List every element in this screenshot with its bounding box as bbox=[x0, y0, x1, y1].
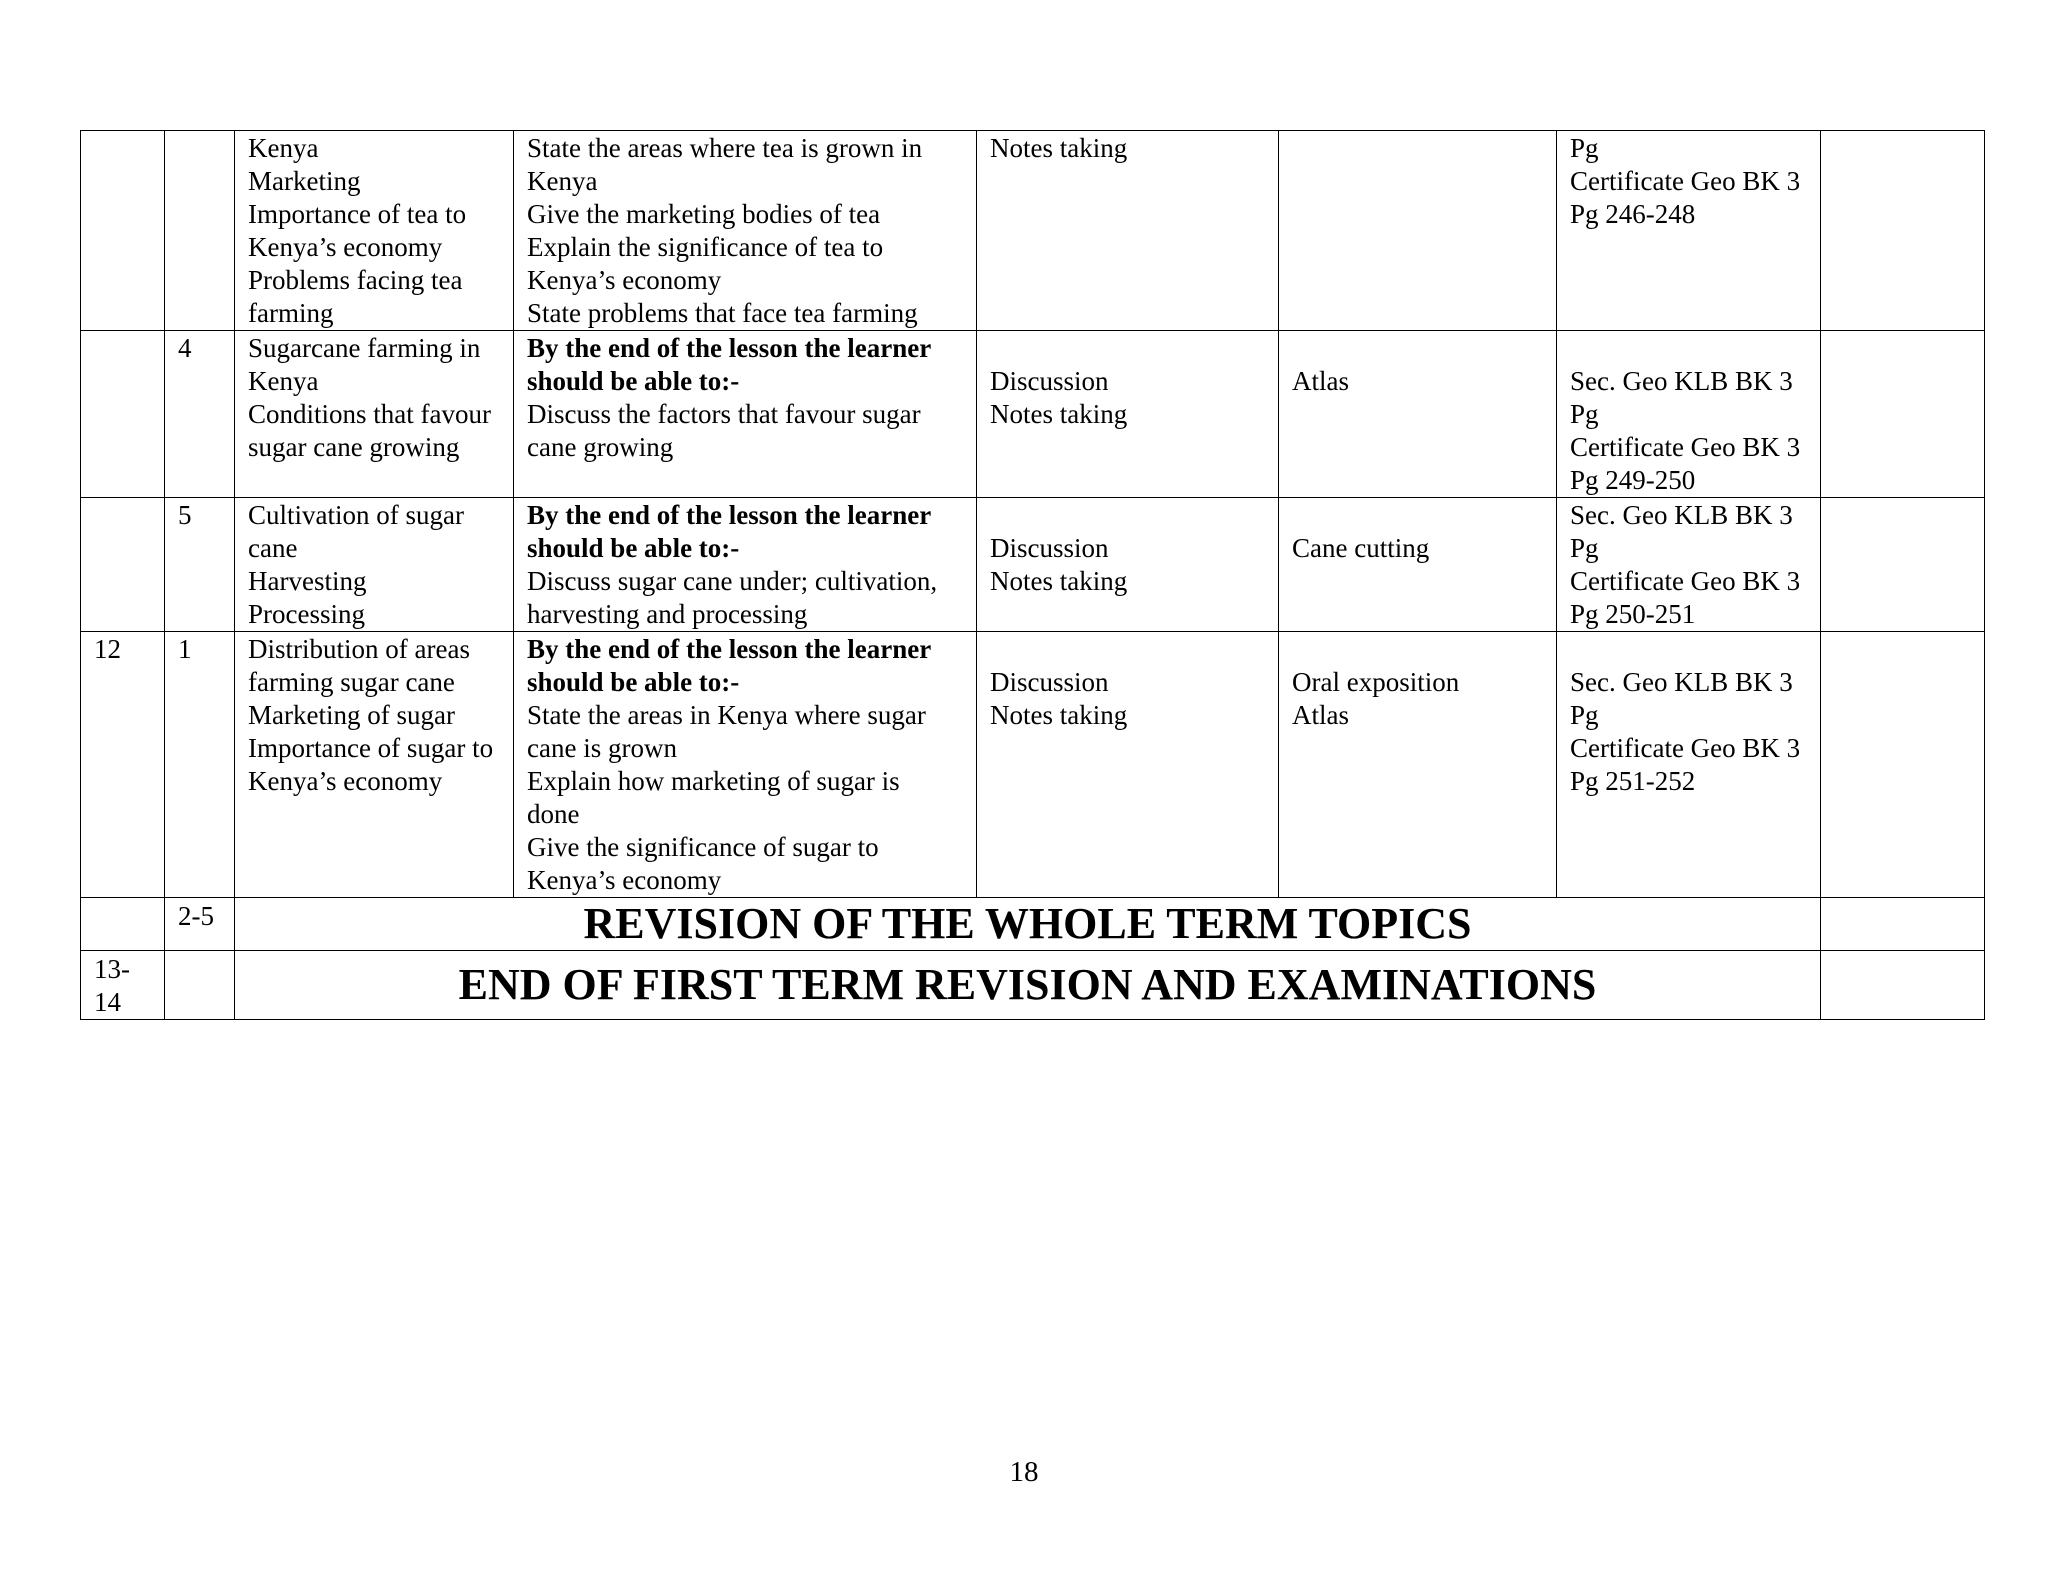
objectives-cell-line: Give the marketing bodies of tea bbox=[527, 199, 881, 229]
topic-cell-line: Sugarcane farming in bbox=[248, 333, 481, 363]
lesson-cell bbox=[165, 951, 235, 1020]
page-number: 18 bbox=[1009, 1456, 1039, 1488]
objectives-cell bbox=[514, 632, 977, 898]
resources-cell-line: Oral exposition bbox=[1292, 667, 1460, 697]
objectives-cell-line: harvesting and processing bbox=[527, 599, 808, 629]
topic-cell-line: Harvesting bbox=[248, 566, 367, 596]
references-cell bbox=[1557, 498, 1821, 632]
objectives-cell-line: Kenya’s economy bbox=[527, 865, 722, 895]
activities-cell bbox=[977, 498, 1279, 632]
resources-cell-line bbox=[1292, 499, 1543, 532]
objectives-cell-line: State the areas where tea is grown in bbox=[527, 133, 923, 163]
references-cell-line bbox=[1570, 332, 1807, 365]
banner-row bbox=[81, 898, 1985, 951]
references-cell-line: Certificate Geo BK 3 bbox=[1570, 166, 1801, 196]
topic-cell-line: Importance of sugar to bbox=[248, 733, 494, 763]
resources-cell-line bbox=[1292, 332, 1543, 365]
banner-heading: END OF FIRST TERM REVISION AND EXAMINATIONS bbox=[235, 951, 1821, 1020]
table-row bbox=[81, 331, 1985, 498]
week-cell: 12 bbox=[81, 632, 165, 898]
week-cell: 13-14 bbox=[81, 951, 165, 1020]
objectives-cell bbox=[514, 131, 977, 331]
objectives-cell-line: done bbox=[527, 799, 580, 829]
activities-cell bbox=[977, 632, 1279, 898]
resources-cell bbox=[1279, 632, 1557, 898]
topic-cell-line: farming sugar cane bbox=[248, 667, 455, 697]
activities-cell-line: Discussion bbox=[990, 366, 1109, 396]
topic-cell-line: Kenya’s economy bbox=[248, 232, 443, 262]
week-cell bbox=[81, 898, 165, 951]
activities-cell-line bbox=[990, 332, 1265, 365]
topic-cell-line: Processing bbox=[248, 599, 365, 629]
topic-cell-line: Distribution of areas bbox=[248, 634, 470, 664]
topic-cell-line: Cultivation of sugar bbox=[248, 500, 464, 530]
topic-cell bbox=[235, 632, 514, 898]
week-cell bbox=[81, 498, 165, 632]
topic-cell-line: Marketing bbox=[248, 166, 361, 196]
references-cell-line: Pg 249-250 bbox=[1570, 465, 1696, 495]
activities-cell-line: Notes taking bbox=[990, 399, 1128, 429]
topic-cell-line: cane bbox=[248, 533, 298, 563]
objectives-cell-line: Give the significance of sugar to bbox=[527, 832, 879, 862]
objectives-cell-line: cane is grown bbox=[527, 733, 677, 763]
topic-cell-line: farming bbox=[248, 298, 334, 328]
resources-cell bbox=[1279, 498, 1557, 632]
activities-cell-line: Notes taking bbox=[990, 133, 1128, 163]
remarks-cell bbox=[1821, 331, 1985, 498]
objectives-intro-line: should be able to:- bbox=[527, 366, 740, 396]
objectives-cell-line: State problems that face tea farming bbox=[527, 298, 918, 328]
objectives-cell-line: State the areas in Kenya where sugar bbox=[527, 700, 926, 730]
table-body bbox=[81, 131, 1985, 1020]
references-cell-line: Certificate Geo BK 3 bbox=[1570, 566, 1801, 596]
activities-cell-line: Discussion bbox=[990, 667, 1109, 697]
topic-cell-line: Kenya bbox=[248, 133, 319, 163]
resources-cell-line: Atlas bbox=[1292, 700, 1349, 730]
objectives-intro-line: By the end of the lesson the learner bbox=[527, 333, 932, 363]
objectives-intro-line: should be able to:- bbox=[527, 667, 740, 697]
topic-cell-line: Problems facing tea bbox=[248, 265, 463, 295]
remarks-cell bbox=[1821, 898, 1985, 951]
activities-cell bbox=[977, 331, 1279, 498]
activities-cell bbox=[977, 131, 1279, 331]
references-cell-line: Certificate Geo BK 3 bbox=[1570, 432, 1801, 462]
week-cell bbox=[81, 331, 165, 498]
lesson-cell: 5 bbox=[165, 498, 235, 632]
table-row bbox=[81, 131, 1985, 331]
references-cell-line bbox=[1570, 633, 1807, 666]
activities-cell-line bbox=[990, 499, 1265, 532]
banner-heading: REVISION OF THE WHOLE TERM TOPICS bbox=[235, 898, 1821, 951]
topic-cell-line: Conditions that favour bbox=[248, 399, 491, 429]
activities-cell-line: Notes taking bbox=[990, 566, 1128, 596]
topic-cell-line: sugar cane growing bbox=[248, 432, 460, 462]
references-cell-line: Pg 251-252 bbox=[1570, 766, 1696, 796]
references-cell-line: Sec. Geo KLB BK 3 bbox=[1570, 500, 1793, 530]
references-cell-line: Pg bbox=[1570, 133, 1599, 163]
lesson-cell: 1 bbox=[165, 632, 235, 898]
scheme-of-work-table bbox=[80, 130, 1985, 1020]
references-cell-line: Pg bbox=[1570, 399, 1599, 429]
topic-cell-line: Kenya bbox=[248, 366, 319, 396]
table-row bbox=[81, 632, 1985, 898]
resources-cell-line: Cane cutting bbox=[1292, 533, 1430, 563]
topic-cell-line: Kenya’s economy bbox=[248, 766, 443, 796]
remarks-cell bbox=[1821, 632, 1985, 898]
remarks-cell bbox=[1821, 498, 1985, 632]
remarks-cell bbox=[1821, 131, 1985, 331]
references-cell-line: Sec. Geo KLB BK 3 bbox=[1570, 366, 1793, 396]
references-cell bbox=[1557, 331, 1821, 498]
objectives-cell-line: Kenya bbox=[527, 166, 598, 196]
topic-cell bbox=[235, 498, 514, 632]
objectives-cell-line: Discuss sugar cane under; cultivation, bbox=[527, 566, 938, 596]
references-cell-line: Pg bbox=[1570, 533, 1599, 563]
references-cell-line: Certificate Geo BK 3 bbox=[1570, 733, 1801, 763]
remarks-cell bbox=[1821, 951, 1985, 1020]
topic-cell-line: Marketing of sugar bbox=[248, 700, 455, 730]
objectives-cell-line: Explain the significance of tea to bbox=[527, 232, 884, 262]
topic-cell-line: Importance of tea to bbox=[248, 199, 467, 229]
references-cell-line: Pg bbox=[1570, 700, 1599, 730]
lesson-cell bbox=[165, 131, 235, 331]
objectives-cell bbox=[514, 331, 977, 498]
objectives-cell-line: Explain how marketing of sugar is bbox=[527, 766, 900, 796]
topic-cell bbox=[235, 131, 514, 331]
objectives-intro-line: By the end of the lesson the learner bbox=[527, 634, 932, 664]
resources-cell bbox=[1279, 331, 1557, 498]
references-cell bbox=[1557, 131, 1821, 331]
references-cell bbox=[1557, 632, 1821, 898]
references-cell-line: Sec. Geo KLB BK 3 bbox=[1570, 667, 1793, 697]
resources-cell-line bbox=[1292, 633, 1543, 666]
lesson-cell: 4 bbox=[165, 331, 235, 498]
resources-cell bbox=[1279, 131, 1557, 331]
objectives-intro-line: should be able to:- bbox=[527, 533, 740, 563]
resources-cell-line: Atlas bbox=[1292, 366, 1349, 396]
activities-cell-line: Discussion bbox=[990, 533, 1109, 563]
objectives-cell bbox=[514, 498, 977, 632]
banner-row bbox=[81, 951, 1985, 1020]
activities-cell-line: Notes taking bbox=[990, 700, 1128, 730]
objectives-cell-line: cane growing bbox=[527, 432, 674, 462]
lesson-cell: 2-5 bbox=[165, 898, 235, 951]
table-row bbox=[81, 498, 1985, 632]
references-cell-line: Pg 246-248 bbox=[1570, 199, 1696, 229]
objectives-cell-line: Kenya’s economy bbox=[527, 265, 722, 295]
objectives-intro-line: By the end of the lesson the learner bbox=[527, 500, 932, 530]
topic-cell bbox=[235, 331, 514, 498]
activities-cell-line bbox=[990, 633, 1265, 666]
week-cell bbox=[81, 131, 165, 331]
objectives-cell-line: Discuss the factors that favour sugar bbox=[527, 399, 921, 429]
references-cell-line: Pg 250-251 bbox=[1570, 599, 1696, 629]
